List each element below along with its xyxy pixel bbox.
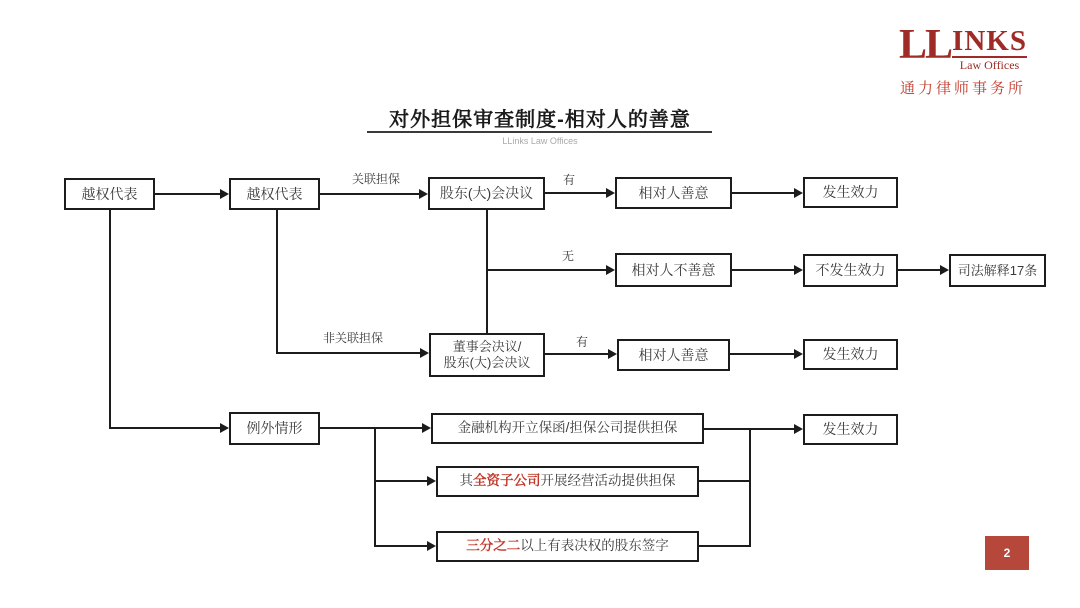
connector-junction-c2	[487, 269, 606, 271]
node-board-or-shareholder-resolution	[429, 333, 545, 377]
arrowhead-c3-d3	[794, 349, 803, 359]
edge-label-has-mid: 有	[576, 335, 589, 349]
edge-label-non-related-guarantee: 非关联担保	[323, 331, 384, 345]
connector-g1-right	[704, 428, 751, 430]
arrowhead-branch-g3	[427, 541, 436, 551]
connector-c2-d2	[732, 269, 794, 271]
edge-label-has-top: 有	[563, 173, 576, 187]
connector-c3-d3	[730, 353, 794, 355]
page-title: 对外担保审查制度-相对人的善意	[389, 109, 691, 131]
logo-wordmark	[898, 22, 1028, 72]
arrowhead-f-g1	[422, 423, 431, 433]
node-takes-effect-3: 发生效力	[803, 414, 898, 445]
connector-a1-f	[109, 427, 220, 429]
connector-branch-right-vertical	[749, 428, 751, 547]
connector-g2-right	[699, 480, 751, 482]
arrowhead-junction-c2	[606, 265, 615, 275]
n14-prefix: 其	[459, 473, 473, 489]
arrowhead-a1-f	[220, 423, 229, 433]
node-financial-institution-guarantee: 金融机构开立保函/担保公司提供担保	[431, 413, 704, 444]
node-judicial-interpretation-17: 司法解释17条	[949, 254, 1046, 287]
logo-rest-wrap	[952, 25, 1027, 72]
edge-label-none: 无	[562, 249, 575, 263]
node-two-thirds-shareholder-signature	[436, 531, 699, 562]
connector-a2-down	[276, 210, 278, 354]
logo-chinese-name: 通力律师事务所	[899, 78, 1026, 97]
logo-ll-text: LL	[899, 22, 952, 68]
node-ultra-vires-rep-1: 越权代表	[64, 178, 155, 210]
connector-f-g1	[320, 427, 422, 429]
connector-merge-d4	[751, 428, 794, 430]
connector-c1-d1	[732, 192, 794, 194]
node-no-effect: 不发生效力	[803, 254, 898, 287]
node-ultra-vires-rep-2: 越权代表	[229, 178, 320, 210]
node-shareholder-resolution: 股东(大)会决议	[428, 177, 545, 210]
logo-tagline: Law Offices	[952, 56, 1027, 72]
arrowhead-merge-d4	[794, 424, 803, 434]
arrowhead-b3-c3	[608, 349, 617, 359]
connector-branch-left-vertical	[374, 427, 376, 547]
arrowhead-d2-e2	[940, 265, 949, 275]
connector-a2-b1	[320, 193, 419, 195]
logo-inks-text: INKS	[952, 25, 1027, 57]
connector-a1-a2	[155, 193, 220, 195]
connector-g3-right	[699, 545, 751, 547]
connector-b3-c3	[545, 353, 608, 355]
arrowhead-c2-d2	[794, 265, 803, 275]
llinks-logo	[898, 22, 1028, 98]
connector-a2-b3	[276, 352, 420, 354]
n14-highlight: 全资子公司	[473, 473, 541, 489]
connector-branch-g2	[374, 480, 427, 482]
connector-a1-down	[109, 210, 111, 428]
n15-suffix: 以上有表决权的股东签字	[520, 538, 669, 554]
arrowhead-a2-b3	[420, 348, 429, 358]
arrowhead-b1-c1	[606, 188, 615, 198]
node-counterparty-good-faith-2: 相对人善意	[617, 339, 730, 371]
node-counterparty-good-faith-1: 相对人善意	[615, 177, 732, 209]
arrowhead-a2-b1	[419, 189, 428, 199]
title-subtitle: LLinks Law Offices	[502, 136, 578, 146]
node-wholly-owned-subsidiary-guarantee	[436, 466, 699, 497]
connector-d2-e2	[898, 269, 940, 271]
connector-branch-g3	[374, 545, 427, 547]
page-number-badge: 2	[985, 536, 1029, 570]
node-board-resolution-line1: 董事会决议/	[452, 339, 522, 355]
node-exception-cases: 例外情形	[229, 412, 320, 445]
node-takes-effect-1: 发生效力	[803, 177, 898, 208]
node-counterparty-bad-faith: 相对人不善意	[615, 253, 732, 287]
n15-highlight: 三分之二	[466, 538, 521, 554]
arrowhead-branch-g2	[427, 476, 436, 486]
arrowhead-a1-a2	[220, 189, 229, 199]
edge-label-related-guarantee: 关联担保	[352, 172, 401, 186]
n14-suffix: 开展经营活动提供担保	[540, 473, 676, 489]
connector-b1-c1	[545, 192, 606, 194]
node-board-resolution-line2: 股东(大)会决议	[443, 355, 531, 370]
node-takes-effect-2: 发生效力	[803, 339, 898, 370]
arrowhead-c1-d1	[794, 188, 803, 198]
title-underline	[367, 131, 712, 133]
connector-b1-down	[486, 210, 488, 333]
